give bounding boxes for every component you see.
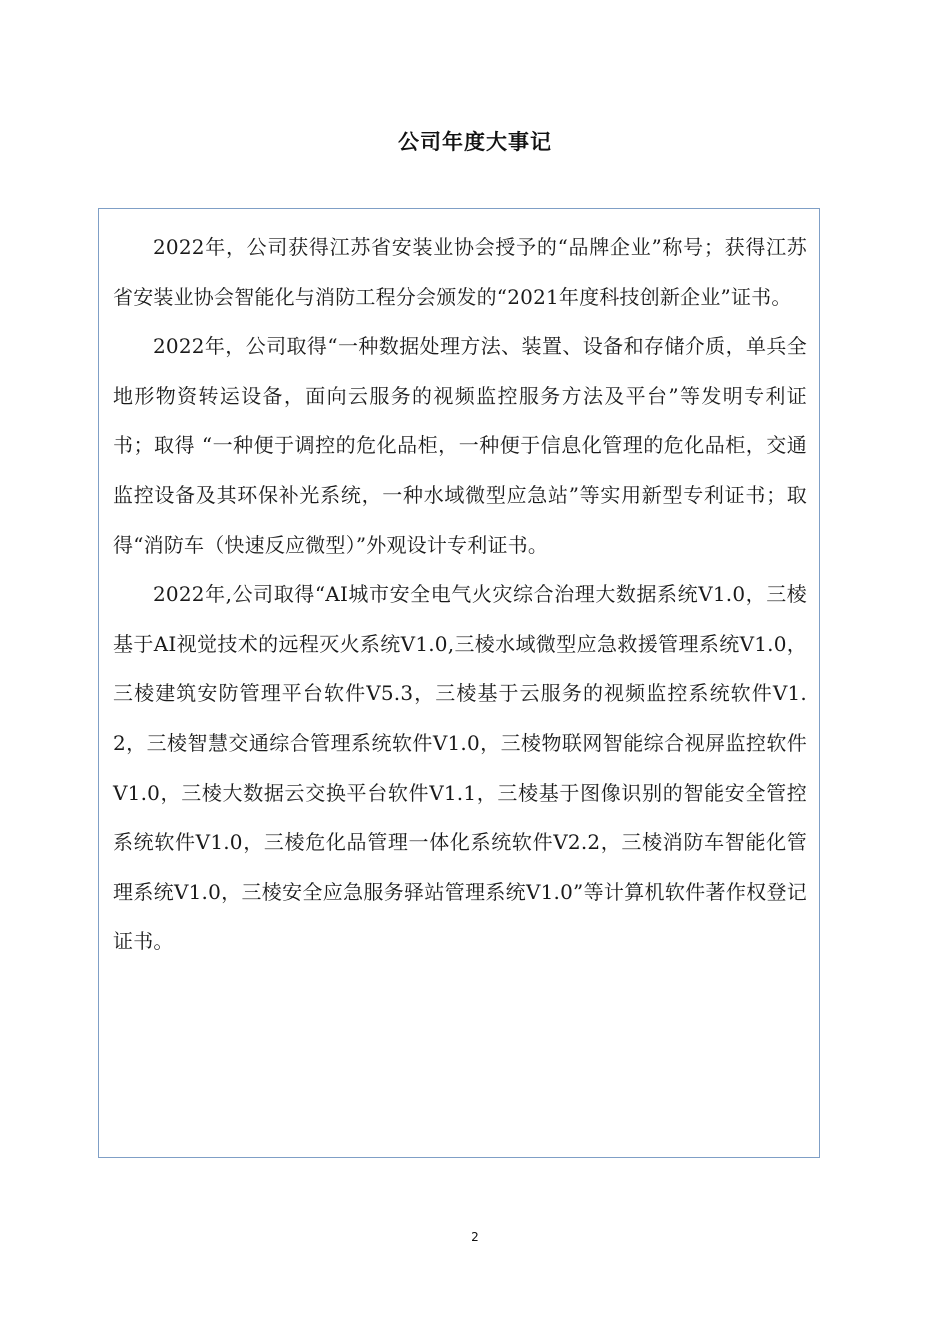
paragraph-patents: 2022年，公司取得“一种数据处理方法、装置、设备和存储介质，单兵全地形物资转运设备，面向云服务的视频监控服务方法及平台”等发明专利证书；取得 “一种便于调控的危化品柜，一种便于信息化管理的危化品柜，交通监控设备及其环保补光系统，一种水域微型应急站”等实用新型专利证书；取得“消防车（快速反应微型）”外观设计专利证书。 <box>113 334 807 557</box>
page-title: 公司年度大事记 <box>398 130 552 154</box>
page-number: 2 <box>471 1230 479 1244</box>
content-box <box>98 208 820 1158</box>
paragraph-brand-award: 2022年，公司获得江苏省安装业协会授予的“品牌企业”称号；获得江苏省安装业协会智能化与消防工程分会颁发的“2021年度科技创新企业”证书。 <box>113 235 807 309</box>
paragraph-software-copyrights: 2022年,公司取得“AI城市安全电气火灾综合治理大数据系统V1.0，三棱基于AI视觉技术的远程灭火系统V1.0,三棱水域微型应急救援管理系统V1.0，三棱建筑安防管理平台软件V5.3，三棱基于云服务的视频监控系统软件V1.2，三棱智慧交通综合管理系统软件V1.0，三棱物联网智能综合视屏监控软件V1.0，三棱大数据云交换平台软件V1.1，三棱基于图像识别的智能安全管控系统软件V1.0，三棱危化品管理一体化系统软件V2.2，三棱消防车智能化管理系统V1.0，三棱安全应急服务驿站管理系统V1.0”等计算机软件著作权登记证书。 <box>113 582 807 954</box>
